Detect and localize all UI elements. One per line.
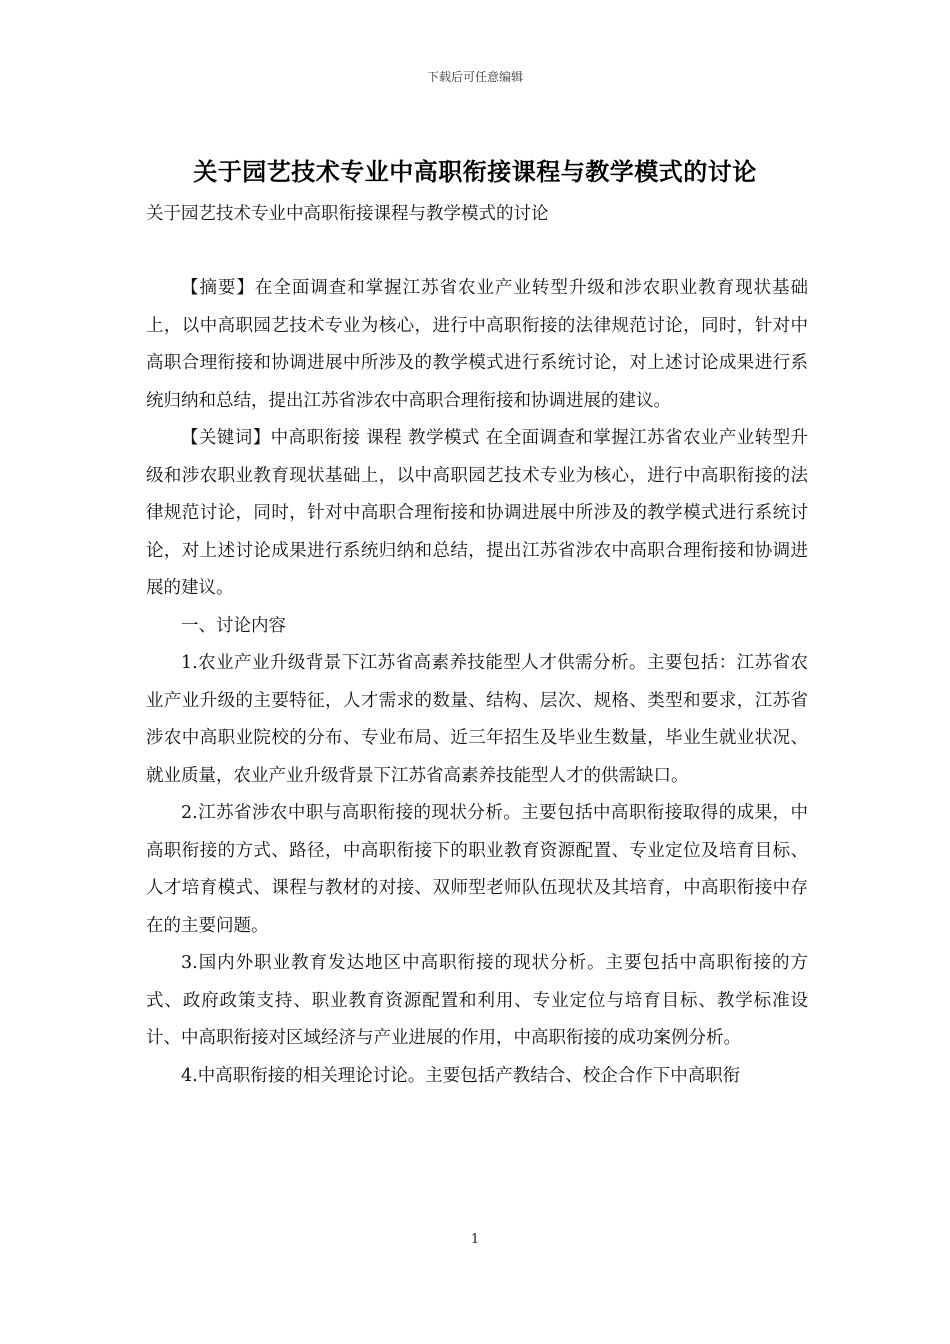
page-number: 1 <box>470 1232 480 1247</box>
document-subtitle: 关于园艺技术专业中高职衔接课程与教学模式的讨论 <box>146 204 549 224</box>
keywords-paragraph: 【关键词】中高职衔接 课程 教学模式 在全面调查和掌握江苏省农业产业转型升级和涉农职业教育现状基础上，以中高职园艺技术专业为核心，进行中高职衔接的法律规范讨论，同时，针对中高职合理衔接和协调进展中所涉及的教学模式进行系统讨论，对上述讨论成果进行系统归纳和总结，提出江苏省涉农中高职合理衔接和协调进展的建议。 <box>146 428 808 598</box>
body-paragraph: 1.农业产业升级背景下江苏省高素养技能型人才供需分析。主要包括：江苏省农业产业升级的主要特征，人才需求的数量、结构、层次、规格、类型和要求，江苏省涉农中高职业院校的分布、专业布局、近三年招生及毕业生数量，毕业生就业状况、就业质量，农业产业升级背景下江苏省高素养技能型人才的供需缺口。 <box>146 653 808 786</box>
abstract-paragraph: 【摘要】在全面调查和掌握江苏省农业产业转型升级和涉农职业教育现状基础上，以中高职园艺技术专业为核心，进行中高职衔接的法律规范讨论，同时，针对中高职合理衔接和协调进展中所涉及的教学模式进行系统讨论，对上述讨论成果进行系统归纳和总结，提出江苏省涉农中高职合理衔接和协调进展的建议。 <box>146 278 808 411</box>
header-note: 下载后可任意编辑 <box>426 70 523 84</box>
document-title: 关于园艺技术专业中高职衔接课程与教学模式的讨论 <box>193 158 757 186</box>
body-paragraph: 4.中高职衔接的相关理论讨论。主要包括产教结合、校企合作下中高职衔 <box>181 1065 741 1086</box>
body-paragraph: 2.江苏省涉农中职与高职衔接的现状分析。主要包括中高职衔接取得的成果，中高职衔接的方式、路径，中高职衔接下的职业教育资源配置、专业定位及培育目标、人才培育模式、课程与教材的对接、双师型老师队伍现状及其培育，中高职衔接中存在的主要问题。 <box>146 803 808 936</box>
section-heading: 一、讨论内容 <box>181 615 286 636</box>
document-body <box>146 270 808 1095</box>
body-paragraph: 3.国内外职业教育发达地区中高职衔接的现状分析。主要包括中高职衔接的方式、政府政策支持、职业教育资源配置和利用、专业定位与培育目标、教学标准设计、中高职衔接对区域经济与产业进展的作用，中高职衔接的成功案例分析。 <box>146 953 808 1048</box>
